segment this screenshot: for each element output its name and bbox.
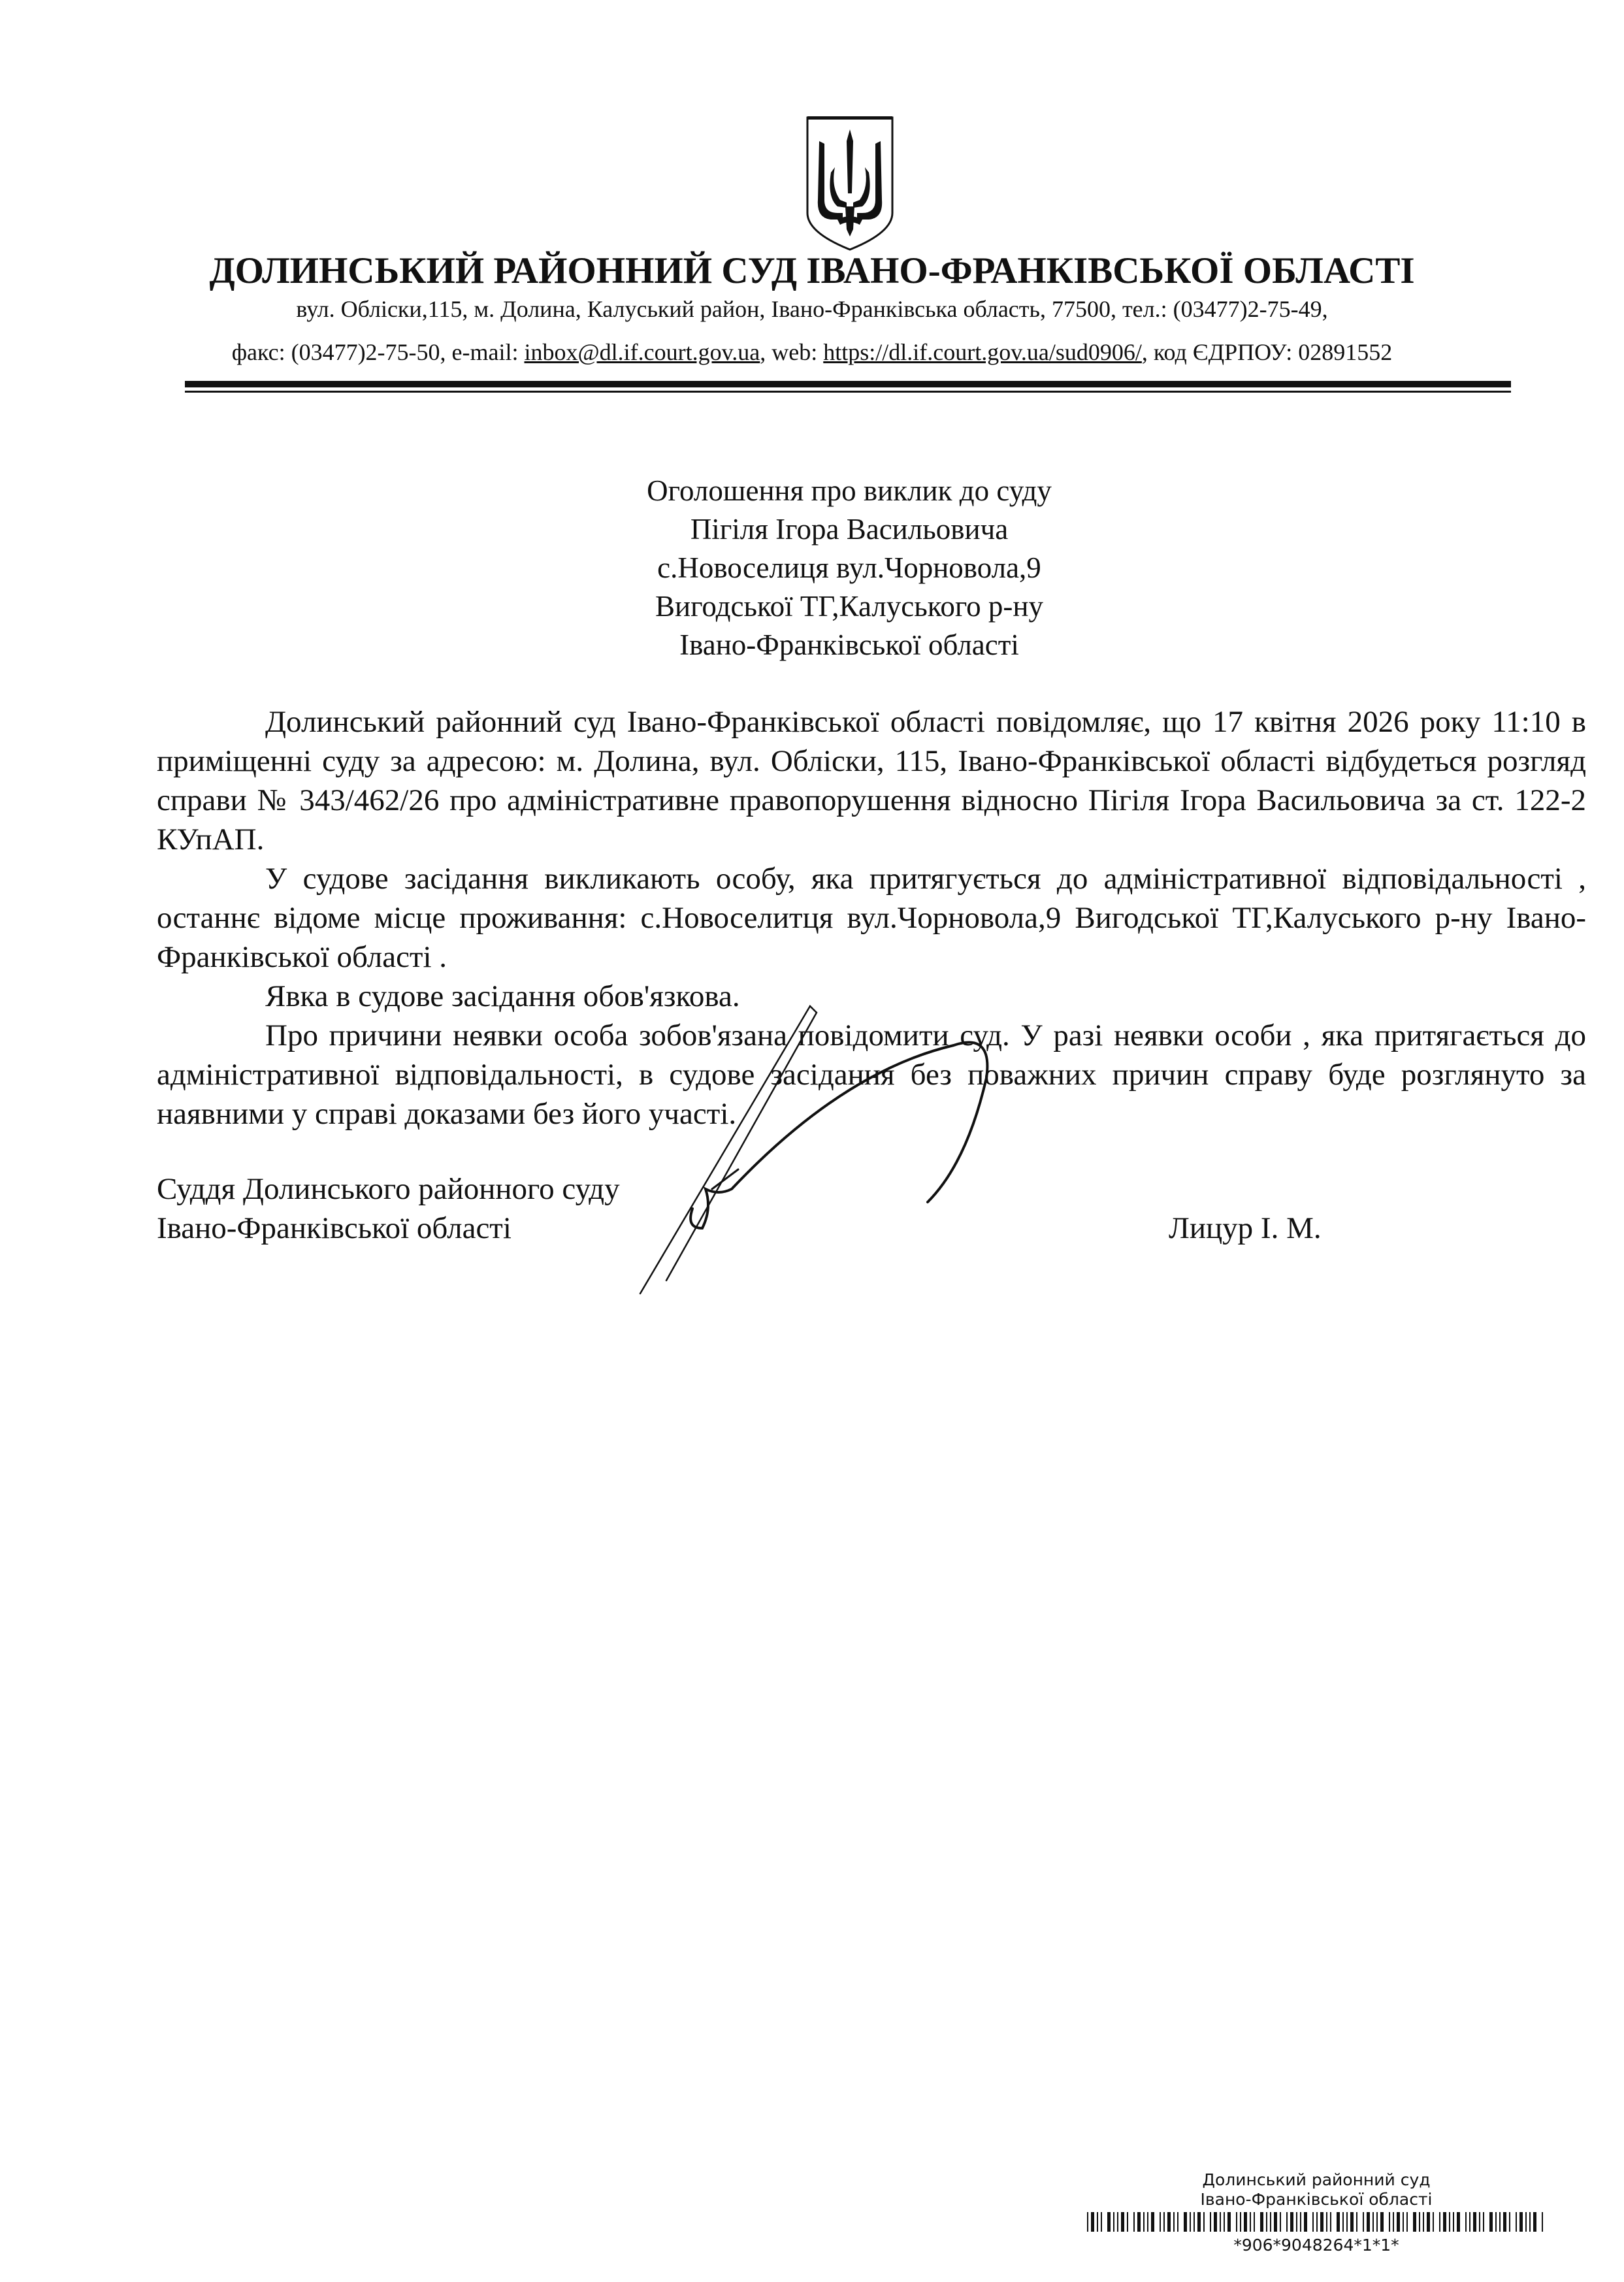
judge-title-line2: Івано-Франківської області bbox=[157, 1211, 512, 1245]
barcode-bar bbox=[1413, 2212, 1416, 2232]
barcode-bar bbox=[1296, 2212, 1297, 2232]
handwritten-signature bbox=[614, 993, 1137, 1307]
barcode-bar bbox=[1087, 2212, 1088, 2232]
barcode-bar bbox=[1236, 2212, 1237, 2232]
barcode-bar bbox=[1342, 2212, 1344, 2232]
barcode-bar bbox=[1380, 2212, 1384, 2232]
barcode-bar bbox=[1184, 2212, 1187, 2232]
edrpou-code: , код ЄДРПОУ: 02891552 bbox=[1141, 339, 1393, 365]
barcode-bar bbox=[1533, 2212, 1536, 2232]
barcode-bar bbox=[1330, 2212, 1331, 2232]
barcode-bar bbox=[1519, 2212, 1523, 2232]
barcode-bar bbox=[1363, 2212, 1364, 2232]
barcode-bar bbox=[1473, 2212, 1476, 2232]
barcode-bar bbox=[1254, 2212, 1255, 2232]
barcode-bar bbox=[1147, 2212, 1148, 2232]
paragraph-attendance: Явка в судове засідання обов'язкова. bbox=[265, 979, 740, 1013]
barcode-bar bbox=[1127, 2212, 1128, 2232]
barcode-bar bbox=[1091, 2212, 1094, 2232]
barcode-bar bbox=[1479, 2212, 1480, 2232]
barcode-bar bbox=[1143, 2212, 1145, 2232]
paragraph-summons: У судове засідання викликають особу, яка притягується до адміністративної відповідальності , останнє відоме місце проживання: с.Новоселитця вул.Чорновола,9 Вигодської ТГ,Калуського р-ну Івано-Франківської області . bbox=[157, 862, 1586, 974]
barcode-bar bbox=[1449, 2212, 1450, 2232]
barcode-bar bbox=[1443, 2212, 1446, 2232]
paragraph-absence: Про причини неявки особа зобов'язана повідомити суд. У разі неявки особи , яка притягається до адміністративної відповідальності, в судове засідання без поважних причин справу буде розглянуто за наявними у справі доказами без його участі. bbox=[157, 1019, 1586, 1131]
barcode-bar bbox=[1286, 2212, 1288, 2232]
barcode-bar bbox=[1433, 2212, 1434, 2232]
barcode-bar bbox=[1210, 2212, 1211, 2232]
barcode-bar bbox=[1312, 2212, 1314, 2232]
court-name-heading: ДОЛИНСЬКИЙ РАЙОННИЙ СУД ІВАНО-ФРАНКІВСЬКОЇ ОБЛАСТІ bbox=[209, 250, 1415, 291]
email-link[interactable]: inbox@dl.if.court.gov.ua bbox=[524, 339, 760, 365]
barcode-bar bbox=[1509, 2212, 1510, 2232]
barcode-bar bbox=[1197, 2212, 1201, 2232]
barcode-bar bbox=[1304, 2212, 1307, 2232]
barcode-bar bbox=[1101, 2212, 1102, 2232]
barcode-bar bbox=[1320, 2212, 1324, 2232]
announcement-title: Оголошення про виклик до суду bbox=[647, 474, 1052, 507]
website-link[interactable]: https://dl.if.court.gov.ua/sud0906/ bbox=[823, 339, 1142, 365]
barcode-bar bbox=[1290, 2212, 1293, 2232]
judge-title bbox=[157, 1169, 620, 1248]
barcode-bar bbox=[1525, 2212, 1527, 2232]
barcode-bar bbox=[1393, 2212, 1394, 2232]
court-contacts bbox=[0, 338, 1624, 366]
barcode-bar bbox=[1260, 2212, 1263, 2232]
barcode-bar bbox=[1194, 2212, 1195, 2232]
barcode-bar bbox=[1113, 2212, 1114, 2232]
barcode-bar bbox=[1350, 2212, 1354, 2232]
barcode-bar bbox=[1121, 2212, 1124, 2232]
barcode-bar bbox=[1300, 2212, 1301, 2232]
barcode-bar bbox=[1190, 2212, 1191, 2232]
barcode-bar bbox=[1117, 2212, 1118, 2232]
barcode-bar bbox=[1489, 2212, 1493, 2232]
barcode-bar bbox=[1376, 2212, 1378, 2232]
barcode-bar bbox=[1163, 2212, 1165, 2232]
addressee-region: Івано-Франківської області bbox=[679, 628, 1019, 661]
barcode-bar bbox=[1203, 2212, 1205, 2232]
stamp-court-name: Долинський районний суд bbox=[1202, 2170, 1431, 2189]
barcode-bar bbox=[1427, 2212, 1430, 2232]
barcode-bar bbox=[1337, 2212, 1340, 2232]
barcode-bar bbox=[1274, 2212, 1277, 2232]
barcode-bar bbox=[1542, 2212, 1543, 2232]
barcode-bar bbox=[1483, 2212, 1484, 2232]
barcode-bar bbox=[1453, 2212, 1454, 2232]
coat-of-arms-icon bbox=[805, 115, 895, 252]
barcode-bar bbox=[1244, 2212, 1247, 2232]
judge-name: Лицур І. М. bbox=[1169, 1211, 1322, 1245]
barcode-bar bbox=[1151, 2212, 1154, 2232]
barcode-bar bbox=[1503, 2212, 1506, 2232]
barcode-bar bbox=[1423, 2212, 1424, 2232]
paragraph-hearing: Долинський районний суд Івано-Франківської області повідомляє, що 17 квітня 2026 року 11:10 в приміщенні суду за адресою: м. Долина, вул. Обліски, 115, Івано-Франківської області відбудеться розгляд справи № 343/462/26 про адміністративне правопорушення відносно Пігіля Ігора Васильовича за ст. 122-2 КУпАП. bbox=[157, 705, 1586, 856]
barcode-bar bbox=[1227, 2212, 1231, 2232]
barcode-bar bbox=[1107, 2212, 1111, 2232]
barcode-bar bbox=[1516, 2212, 1517, 2232]
barcode-bar bbox=[1177, 2212, 1178, 2232]
barcode-bar bbox=[1389, 2212, 1390, 2232]
barcode-bar bbox=[1367, 2212, 1370, 2232]
judge-title-line1: Суддя Долинського районного суду bbox=[157, 1172, 620, 1206]
barcode-bar bbox=[1214, 2212, 1217, 2232]
addressee-name: Пігіля Ігора Васильовича bbox=[690, 513, 1009, 546]
barcode-bar bbox=[1499, 2212, 1501, 2232]
barcode-bar bbox=[1465, 2212, 1467, 2232]
barcode-bar bbox=[1167, 2212, 1171, 2232]
barcode-bar bbox=[1137, 2212, 1141, 2232]
barcode-bar bbox=[1280, 2212, 1281, 2232]
web-label: , web: bbox=[760, 339, 824, 365]
barcode-bar bbox=[1457, 2212, 1460, 2232]
barcode-bar bbox=[1173, 2212, 1175, 2232]
barcode-bar bbox=[1224, 2212, 1225, 2232]
barcode-bar bbox=[1403, 2212, 1404, 2232]
barcode bbox=[1087, 2212, 1547, 2232]
header-divider-thick bbox=[185, 381, 1511, 387]
barcode-bar bbox=[1529, 2212, 1531, 2232]
barcode-bar bbox=[1469, 2212, 1470, 2232]
barcode-bar bbox=[1406, 2212, 1408, 2232]
barcode-bar bbox=[1270, 2212, 1271, 2232]
barcode-bar bbox=[1266, 2212, 1267, 2232]
addressee-community: Вигодської ТГ,Калуського р-ну bbox=[655, 590, 1043, 623]
fax-text: факс: (03477)2-75-50, e-mail: bbox=[231, 339, 525, 365]
barcode-bar bbox=[1397, 2212, 1400, 2232]
announcement-heading bbox=[0, 472, 1624, 664]
barcode-bar bbox=[1160, 2212, 1161, 2232]
court-address: вул. Обліски,115, м. Долина, Калуський район, Івано-Франківська область, 77500, тел.: (03477)2-75-49, bbox=[296, 296, 1328, 322]
barcode-bar bbox=[1495, 2212, 1497, 2232]
barcode-bar bbox=[1326, 2212, 1327, 2232]
barcode-bar bbox=[1220, 2212, 1221, 2232]
registry-stamp bbox=[1071, 2170, 1561, 2209]
header-divider-thin bbox=[185, 391, 1511, 393]
barcode-bar bbox=[1250, 2212, 1251, 2232]
barcode-bar bbox=[1133, 2212, 1135, 2232]
barcode-bar bbox=[1439, 2212, 1440, 2232]
stamp-court-region: Івано-Франківської області bbox=[1200, 2190, 1433, 2209]
barcode-bar bbox=[1372, 2212, 1374, 2232]
addressee-address: с.Новоселиця вул.Чорновола,9 bbox=[657, 551, 1041, 584]
barcode-bar bbox=[1346, 2212, 1348, 2232]
barcode-number: *906*9048264*1*1* bbox=[1233, 2236, 1399, 2255]
barcode-bar bbox=[1356, 2212, 1357, 2232]
barcode-bar bbox=[1240, 2212, 1241, 2232]
barcode-bar bbox=[1419, 2212, 1420, 2232]
barcode-bar bbox=[1316, 2212, 1318, 2232]
barcode-bar bbox=[1097, 2212, 1098, 2232]
